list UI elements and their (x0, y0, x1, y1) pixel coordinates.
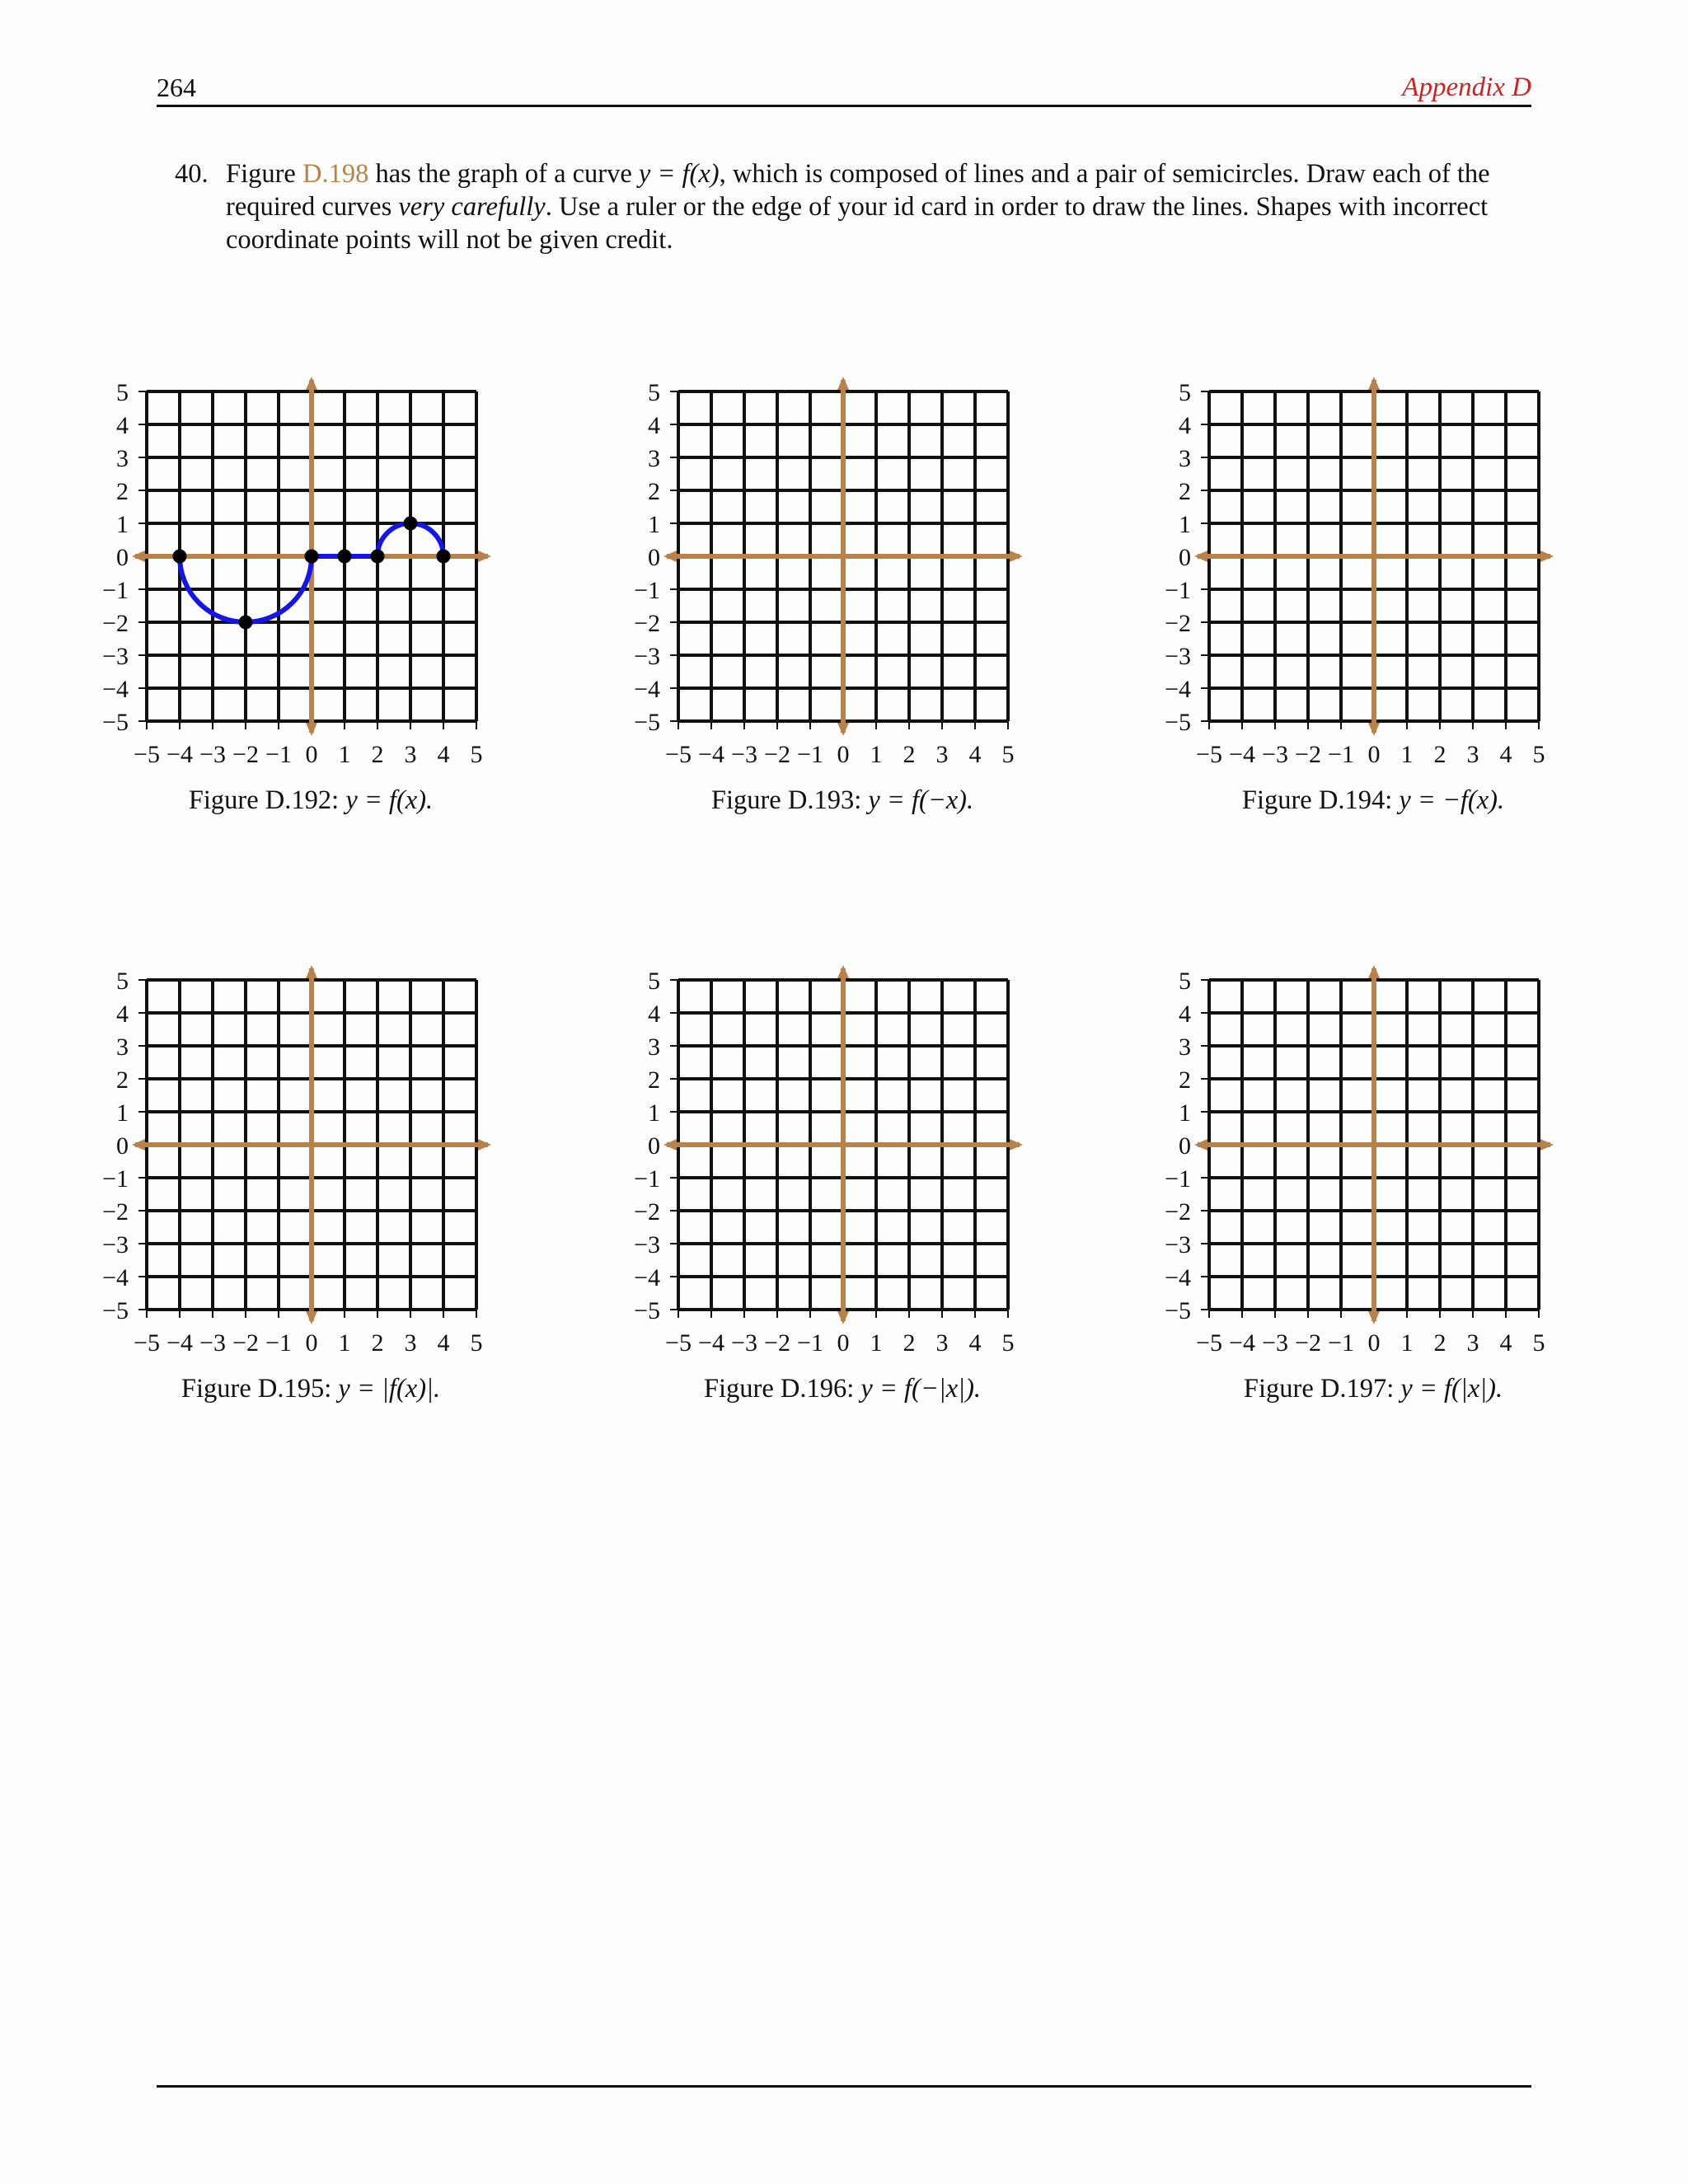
y-tick-label: 5 (116, 968, 129, 995)
y-tick-label: −3 (1165, 643, 1191, 670)
figure-caption (653, 1374, 1032, 1404)
y-tick-label: −1 (102, 1165, 129, 1193)
x-axis-arrow-right (1540, 551, 1554, 562)
x-tick-label: −2 (1295, 741, 1321, 768)
y-tick-label: −2 (102, 1198, 129, 1226)
y-tick-label: −1 (1165, 1165, 1191, 1193)
x-tick-label: 0 (305, 1329, 318, 1357)
y-tick-label: 3 (116, 445, 129, 472)
x-tick-label: 0 (837, 741, 850, 768)
x-axis-arrow-left (132, 1139, 145, 1151)
y-tick-label: 2 (116, 478, 129, 505)
y-tick-label: 1 (648, 1099, 660, 1127)
x-axis-arrow-left (1194, 1139, 1207, 1151)
y-tick-label: −3 (102, 1231, 129, 1258)
x-tick-label: 2 (903, 1329, 916, 1357)
y-tick-label: −5 (634, 709, 660, 736)
marked-point (173, 550, 187, 564)
y-axis-arrow-up (306, 377, 317, 390)
x-tick-label: 0 (305, 741, 318, 768)
y-tick-label: −2 (102, 610, 129, 637)
y-axis-arrow-down (837, 1311, 849, 1324)
y-tick-label: 0 (116, 544, 129, 571)
y-tick-label: 0 (1179, 544, 1191, 571)
problem-number: 40. (175, 159, 209, 189)
x-tick-label: −2 (764, 1329, 790, 1357)
x-tick-label: 0 (1367, 1329, 1381, 1357)
y-tick-label: 4 (1179, 412, 1191, 439)
figure-caption-equation: y = |f(x)|. (338, 1374, 441, 1404)
x-tick-label: −2 (1295, 1329, 1321, 1357)
y-tick-label: 4 (116, 1001, 129, 1028)
graph-D.196 (634, 965, 1023, 1357)
figure-caption-label: Figure D.197: (1243, 1374, 1401, 1404)
y-tick-label: 3 (1179, 1033, 1191, 1061)
x-tick-label: −3 (199, 1329, 226, 1357)
x-tick-label: −2 (232, 1329, 259, 1357)
x-tick-label: 1 (870, 1329, 883, 1357)
x-tick-label: 5 (470, 1329, 483, 1357)
y-axis-arrow-down (306, 723, 317, 736)
y-tick-label: −4 (1165, 1264, 1191, 1291)
y-axis-arrow-up (306, 965, 317, 978)
graph-D.193 (634, 377, 1023, 768)
x-tick-label: 1 (1400, 741, 1414, 768)
problem-text-3: , which is composed of lines and a pair of semicircles. Draw each of the required curves (226, 159, 1490, 222)
y-tick-label: 1 (116, 1099, 129, 1127)
x-tick-label: −4 (698, 1329, 724, 1357)
x-tick-label: −5 (1196, 741, 1222, 768)
y-tick-label: −3 (102, 643, 129, 670)
x-axis-arrow-right (478, 551, 491, 562)
x-axis-arrow-left (663, 551, 677, 562)
problem-math-1: y = f(x) (638, 159, 720, 189)
y-tick-label: 2 (648, 1066, 660, 1094)
y-axis-arrow-up (837, 965, 849, 978)
y-tick-label: −1 (634, 1165, 660, 1193)
marked-point (305, 550, 319, 564)
x-tick-label: 4 (968, 741, 982, 768)
y-tick-label: 3 (116, 1033, 129, 1061)
figure-caption (121, 1374, 500, 1404)
x-tick-label: −1 (797, 1329, 823, 1357)
y-tick-label: 1 (116, 511, 129, 538)
marked-point (404, 517, 418, 531)
x-tick-label: −4 (166, 741, 193, 768)
figure-caption-label: Figure D.196: (703, 1374, 861, 1404)
y-tick-label: −3 (634, 1231, 660, 1258)
y-tick-label: 5 (1179, 379, 1191, 406)
x-axis-arrow-left (132, 551, 145, 562)
y-tick-label: −1 (634, 577, 660, 604)
y-tick-label: −2 (634, 1198, 660, 1226)
x-tick-label: 2 (903, 741, 916, 768)
problem-text-4: . Use a ruler or the edge of your id card in order to draw the lines. Shapes with incorrect coordinate points will not be given credit. (226, 192, 1489, 255)
y-axis-arrow-down (1368, 723, 1380, 736)
y-axis-arrow-up (1368, 377, 1380, 390)
y-axis-arrow-down (306, 1311, 317, 1324)
figure-caption-equation: y = f(x). (345, 785, 434, 815)
x-tick-label: 4 (968, 1329, 982, 1357)
graph-D.197 (1165, 965, 1554, 1357)
y-tick-label: −5 (1165, 709, 1191, 736)
x-tick-label: −5 (134, 741, 160, 768)
x-tick-label: −2 (764, 741, 790, 768)
y-tick-label: 5 (116, 379, 129, 406)
y-tick-label: 1 (648, 511, 660, 538)
y-tick-label: 3 (648, 1033, 660, 1061)
x-tick-label: −5 (1196, 1329, 1222, 1357)
figure-caption (121, 785, 500, 816)
marked-point (437, 550, 451, 564)
x-tick-label: −3 (199, 741, 226, 768)
x-tick-label: −4 (166, 1329, 193, 1357)
y-tick-label: −5 (102, 709, 129, 736)
y-tick-label: 4 (1179, 1001, 1191, 1028)
x-tick-label: −5 (665, 1329, 692, 1357)
y-tick-label: 2 (1179, 1066, 1191, 1094)
x-tick-label: 3 (1466, 1329, 1479, 1357)
x-tick-label: 5 (1532, 1329, 1545, 1357)
y-tick-label: −4 (634, 676, 660, 703)
figure-caption (1184, 785, 1563, 816)
x-tick-label: 1 (1400, 1329, 1414, 1357)
figure-caption-equation: y = f(−x). (868, 785, 974, 815)
y-tick-label: 0 (648, 1132, 660, 1160)
x-tick-label: −5 (134, 1329, 160, 1357)
x-axis-arrow-right (478, 1139, 491, 1151)
x-tick-label: 2 (1433, 741, 1447, 768)
y-tick-label: −1 (102, 577, 129, 604)
x-tick-label: 1 (338, 741, 351, 768)
x-tick-label: 1 (870, 741, 883, 768)
y-tick-label: −5 (1165, 1297, 1191, 1324)
y-tick-label: 5 (648, 379, 660, 406)
problem-text-2: has the graph of a curve (368, 159, 639, 189)
x-tick-label: 2 (371, 741, 384, 768)
x-tick-label: 5 (470, 741, 483, 768)
figure-caption-label: Figure D.195: (181, 1374, 339, 1404)
y-tick-label: 0 (116, 1132, 129, 1160)
x-tick-label: 3 (1466, 741, 1479, 768)
x-tick-label: −4 (1229, 1329, 1255, 1357)
x-tick-label: 3 (935, 741, 949, 768)
y-tick-label: 3 (1179, 445, 1191, 472)
x-tick-label: 4 (437, 1329, 450, 1357)
y-tick-label: 1 (1179, 1099, 1191, 1127)
figure-caption-label: Figure D.194: (1241, 785, 1400, 815)
x-tick-label: −1 (265, 741, 292, 768)
x-tick-label: 5 (1001, 1329, 1015, 1357)
x-tick-label: −3 (1262, 1329, 1288, 1357)
y-tick-label: 5 (1179, 968, 1191, 995)
y-tick-label: 2 (116, 1066, 129, 1094)
y-tick-label: −4 (1165, 676, 1191, 703)
graph-D.194 (1165, 377, 1554, 768)
y-tick-label: 4 (116, 412, 129, 439)
figure-caption-equation: y = f(|x|). (1400, 1374, 1503, 1404)
y-tick-label: 2 (1179, 478, 1191, 505)
x-tick-label: 5 (1001, 741, 1015, 768)
y-tick-label: 1 (1179, 511, 1191, 538)
x-tick-label: −1 (265, 1329, 292, 1357)
y-tick-label: 4 (648, 1001, 660, 1028)
y-axis-arrow-up (837, 377, 849, 390)
graph-D.192 (102, 377, 491, 768)
y-tick-label: 5 (648, 968, 660, 995)
x-tick-label: 3 (404, 741, 417, 768)
y-tick-label: −1 (1165, 577, 1191, 604)
y-tick-label: −5 (634, 1297, 660, 1324)
x-axis-arrow-right (1540, 1139, 1554, 1151)
figure-reference-link[interactable]: D.198 (302, 159, 369, 189)
y-tick-label: −5 (102, 1297, 129, 1324)
figure-caption-equation: y = f(−|x|). (860, 1374, 982, 1404)
marked-point (371, 550, 385, 564)
y-tick-label: −4 (102, 676, 129, 703)
y-tick-label: 3 (648, 445, 660, 472)
y-tick-label: −4 (634, 1264, 660, 1291)
y-tick-label: −2 (1165, 610, 1191, 637)
x-tick-label: 2 (371, 1329, 384, 1357)
x-axis-arrow-right (1010, 551, 1023, 562)
x-tick-label: 2 (1433, 1329, 1447, 1357)
y-tick-label: 2 (648, 478, 660, 505)
y-tick-label: −4 (102, 1264, 129, 1291)
y-tick-label: 4 (648, 412, 660, 439)
marked-point (239, 616, 253, 630)
x-tick-label: 4 (1499, 1329, 1512, 1357)
problem-emphasis: very carefully (398, 192, 546, 222)
footer-rule (157, 2085, 1531, 2088)
problem-text-1: Figure (226, 159, 302, 189)
x-axis-arrow-right (1010, 1139, 1023, 1151)
figure-caption-equation: y = −f(x). (1399, 785, 1505, 815)
x-tick-label: −3 (1262, 741, 1288, 768)
figure-caption (1184, 1374, 1563, 1404)
x-tick-label: 5 (1532, 741, 1545, 768)
y-tick-label: −2 (1165, 1198, 1191, 1226)
y-axis-arrow-down (837, 723, 849, 736)
x-tick-label: −4 (1229, 741, 1255, 768)
y-tick-label: −2 (634, 610, 660, 637)
graph-D.195 (102, 965, 491, 1357)
x-tick-label: −1 (797, 741, 823, 768)
figure-caption-label: Figure D.193: (710, 785, 869, 815)
x-tick-label: −5 (665, 741, 692, 768)
page-number: 264 (157, 73, 196, 102)
section-header: Appendix D (1402, 73, 1531, 102)
y-tick-label: 0 (648, 544, 660, 571)
x-tick-label: −3 (731, 1329, 757, 1357)
x-axis-arrow-left (1194, 551, 1207, 562)
x-tick-label: −2 (232, 741, 259, 768)
x-tick-label: −1 (1328, 741, 1354, 768)
y-tick-label: −3 (634, 643, 660, 670)
x-tick-label: 4 (437, 741, 450, 768)
x-tick-label: 3 (404, 1329, 417, 1357)
x-tick-label: 4 (1499, 741, 1512, 768)
x-tick-label: 3 (935, 1329, 949, 1357)
y-tick-label: 0 (1179, 1132, 1191, 1160)
x-tick-label: 1 (338, 1329, 351, 1357)
figure-caption (653, 785, 1032, 816)
y-axis-arrow-up (1368, 965, 1380, 978)
x-axis-arrow-left (663, 1139, 677, 1151)
marked-point (338, 550, 352, 564)
x-tick-label: 0 (837, 1329, 850, 1357)
y-tick-label: −3 (1165, 1231, 1191, 1258)
figure-caption-label: Figure D.192: (188, 785, 346, 815)
y-axis-arrow-down (1368, 1311, 1380, 1324)
x-tick-label: −3 (731, 741, 757, 768)
x-tick-label: −1 (1328, 1329, 1354, 1357)
x-tick-label: −4 (698, 741, 724, 768)
x-tick-label: 0 (1367, 741, 1381, 768)
